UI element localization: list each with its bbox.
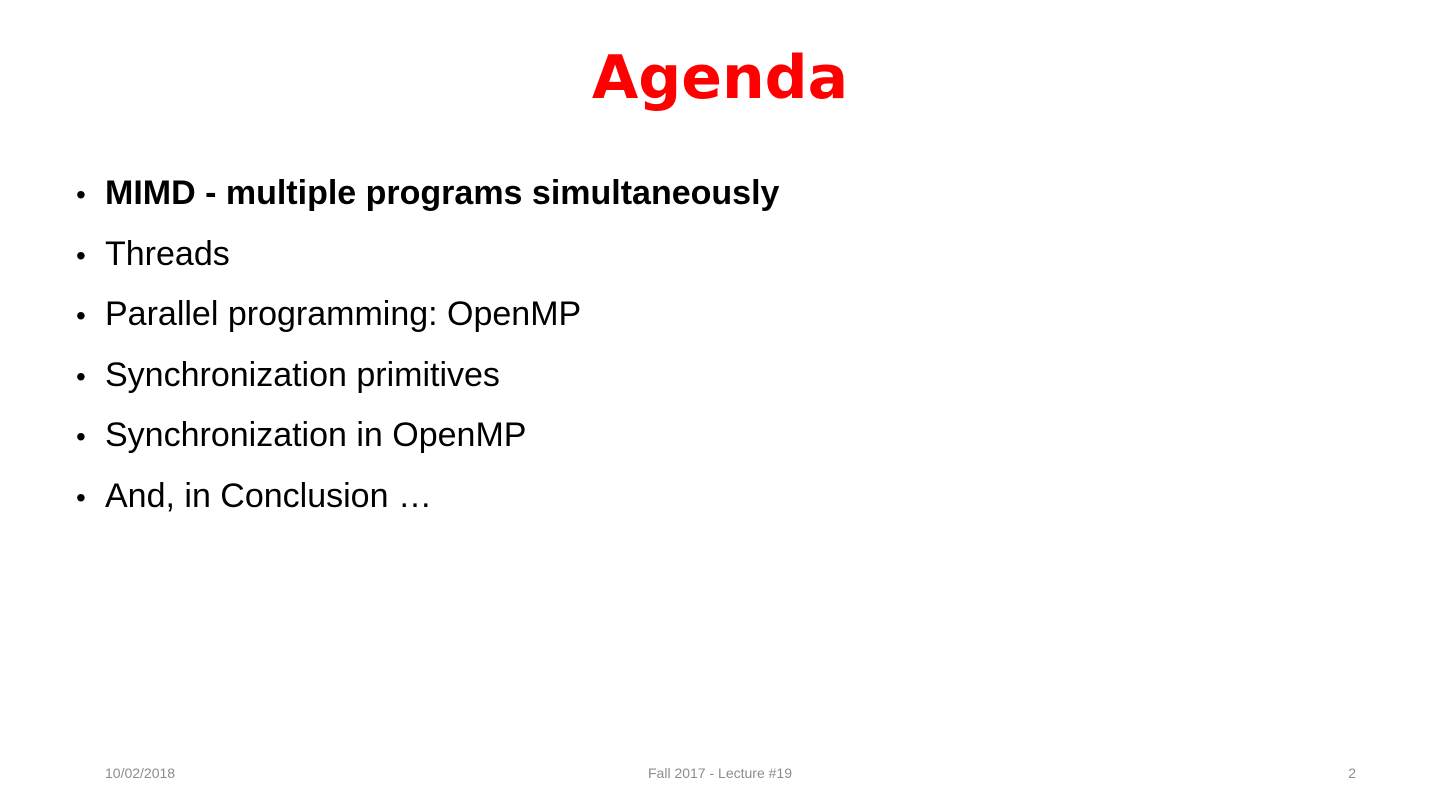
agenda-item	[76, 163, 779, 224]
agenda-item-text: MIMD - multiple programs simultaneously	[105, 174, 780, 212]
agenda-item-text: And, in Conclusion …	[105, 476, 432, 515]
bullet-marker: •	[76, 421, 86, 452]
agenda-list	[76, 163, 779, 526]
agenda-item	[76, 224, 779, 285]
slide-page-number: 2	[1348, 765, 1356, 781]
agenda-item	[76, 284, 779, 345]
bullet-marker: •	[76, 481, 86, 513]
agenda-item-text: Synchronization primitives	[105, 355, 500, 394]
bullet-marker: •	[76, 179, 86, 210]
agenda-item-text: Synchronization in OpenMP	[105, 416, 527, 454]
agenda-item	[76, 405, 779, 466]
agenda-item-text: Threads	[105, 234, 230, 273]
bullet-marker: •	[76, 300, 86, 331]
agenda-item-text: Parallel programming: OpenMP	[105, 295, 582, 333]
slide-title: Agenda	[591, 43, 849, 113]
agenda-item	[76, 466, 779, 527]
bullet-marker: •	[76, 360, 86, 392]
footer-lecture-label: Fall 2017 - Lecture #19	[648, 765, 792, 781]
agenda-item	[76, 345, 779, 406]
footer-date: 10/02/2018	[105, 765, 176, 781]
bullet-marker: •	[76, 239, 86, 271]
